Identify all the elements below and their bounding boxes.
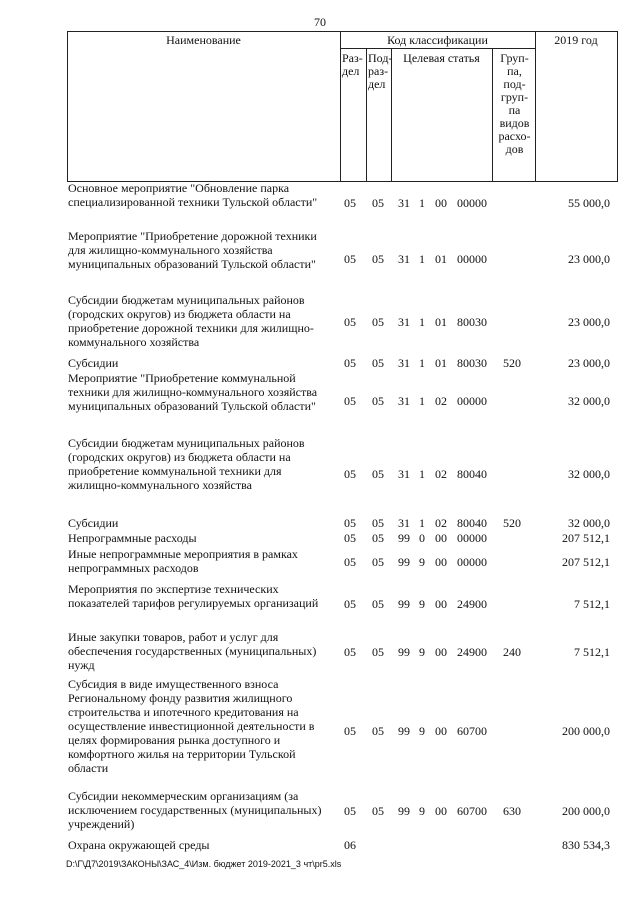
header-razdel: Раз- дел [342, 51, 363, 78]
header-name: Наименование [166, 33, 241, 47]
header-podrazdel: Под- раз- дел [368, 51, 393, 91]
header-expense-group: Груп- па, под- груп- па видов расхо- дов [498, 51, 531, 156]
page-number: 70 [314, 15, 326, 29]
header-code: Код классификации [387, 33, 488, 47]
file-path-footer: D:\Г\Д7\2019\ЗАКОНЫ\ЗАС_4\Изм. бюджет 2019-2021_3 чт\pr5.xls [66, 859, 342, 869]
header-target-article: Целевая статья [403, 51, 480, 65]
header-year: 2019 год [554, 33, 598, 47]
